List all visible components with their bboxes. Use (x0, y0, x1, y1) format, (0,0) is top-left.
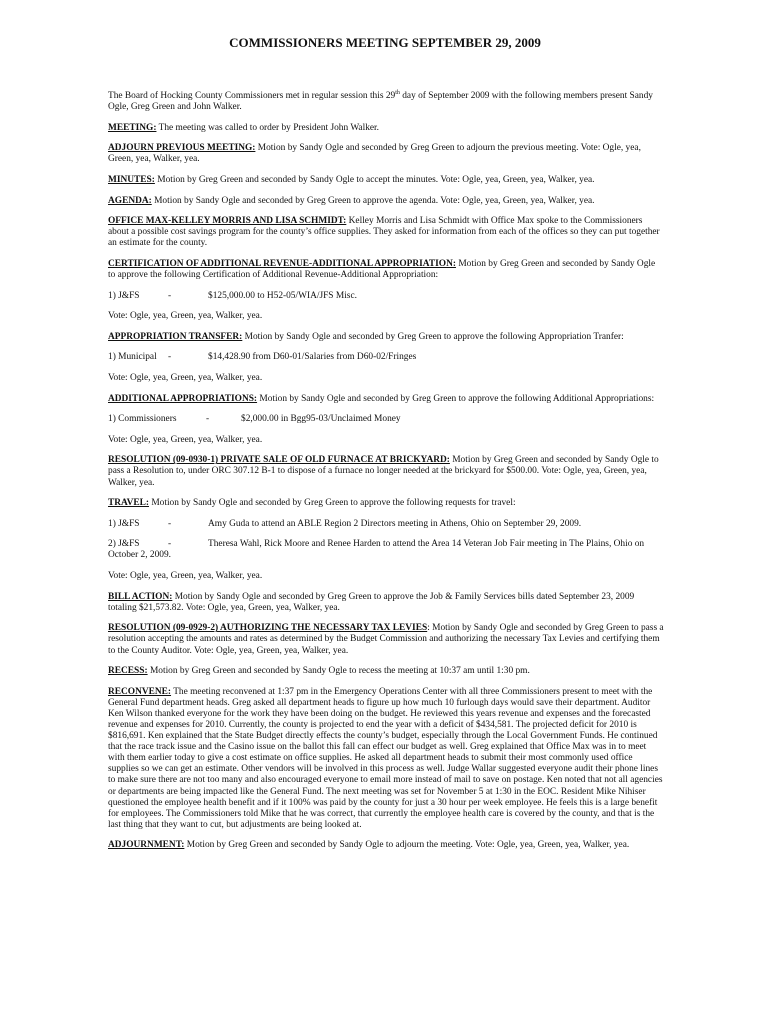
section-text: The meeting reconvened at 1:37 pm in the Emergency Operations Center with all three Commissioners present to meet with the General Fund department heads. Greg asked all department heads to figure up how much 10 furlough days would save their department. Auditor Ken Wilson thanked everyone for the work they have been doing on the budget. He reviewed this years revenue and expenses and the forecasted revenue and expenses for 2010. Currently, the county is projected to end the year with a deficit of $434,581. The projected deficit for 2010 is $816,691. Ken explained that the State Budget directly effects the county’s budget, especially through the Local Government Funds. He continued that the race track issue and the Casino issue on the ballot this fall can effect our budget as well. Greg explained that Office Max was in to meet with them earlier today to give a cost estimate on office supplies. He asked all department heads to submit their most commonly used office supplies so we can get an estimate. Other vendors will be involved in this process as well. Judge Wallar suggested everyone audit their phone lines to make sure there are not too many and also encouraged everyone to email more instead of mail to save on postage. Ken noted that not all agencies or departments are being impacted like the General Fund. The next meeting was set for November 5 at 1:30 in the EOC. Resident Mike Nihiser questioned the employee health benefit and if it 100% was paid by the county for just a 30 hour per week employee. He feels this is a large benefit for employees. The Commissioners told Mike that he was correct, that currently the employee health care is covered by the county, and that is the last thing that they want to cut, but adjustments are being looked at. (108, 686, 663, 830)
section-text: Motion by Sandy Ogle and seconded by Greg Green to approve the agenda. Vote: Ogle, yea, Green, yea, Walker, yea. (151, 195, 595, 206)
section-text: Motion by Greg Green and seconded by Sandy Ogle to accept the minutes. Vote: Ogle, yea, Green, yea, Walker, yea. (154, 174, 595, 185)
section-heading: TRAVEL: (108, 498, 149, 509)
section-text: : Motion by Sandy Ogle and seconded by Greg Green to pass a resolution accepting the amounts and rates as determined by the Budget Commission and authorizing the necessary Tax Levies and certifying them to the County Auditor. Vote: Ogle, yea, Green, yea, Walker, yea. (108, 623, 664, 656)
section-text: The meeting was called to order by President John Walker. (156, 122, 379, 133)
section-text: Motion by Greg Green and seconded by Sandy Ogle to pass a Resolution to, under ORC 307.12 B-1 to dispose of a furnace no longer needed at the brickyard for $500.00. Vote: Ogle, yea, Green, yea, Walker, yea. (108, 455, 659, 488)
section-heading: ADDITIONAL APPROPRIATIONS: (108, 393, 258, 404)
minutes-body (108, 91, 664, 861)
section-resolution-tax-levies (108, 623, 664, 656)
section-certification (108, 259, 664, 281)
section-text: Motion by Sandy Ogle and seconded by Greg Green to approve the following Additional Appropriations: (257, 393, 655, 404)
section-resolution-furnace (108, 455, 664, 488)
travel-item-2: 2) J&FS - Theresa Wahl, Rick Moore and Renee Harden to attend the Area 14 Veteran Job Fair meeting in The Plains, Ohio on October 2, 2009. (108, 539, 645, 561)
intro-paragraph: The Board of Hocking County Commissioners met in regular session this 29th day of September 2009 with the following members present Sandy Ogle, Greg Green and John Walker. (108, 89, 653, 113)
section-heading: AGENDA: (108, 195, 152, 206)
section-heading: MEETING: (108, 122, 157, 133)
section-heading: RESOLUTION (09-0929-2) AUTHORIZING THE NECESSARY TAX LEVIES (108, 623, 428, 634)
travel-item-1: 1) J&FS - Amy Guda to attend an ABLE Region 2 Directors meeting in Athens, Ohio on September 29, 2009. (108, 518, 582, 529)
transfer-vote: Vote: Ogle, yea, Green, yea, Walker, yea. (108, 373, 263, 383)
section-heading: OFFICE MAX-KELLEY MORRIS AND LISA SCHMIDT: (108, 216, 347, 227)
section-minutes (108, 175, 664, 186)
section-bill-action (108, 592, 664, 614)
section-text: Motion by Sandy Ogle and seconded by Greg Green to approve the following requests for travel: (148, 498, 516, 509)
certification-vote: Vote: Ogle, yea, Green, yea, Walker, yea. (108, 311, 263, 322)
section-heading: BILL ACTION: (108, 591, 173, 602)
section-heading: RESOLUTION (09-0930-1) PRIVATE SALE OF OLD FURNACE AT BRICKYARD: (108, 455, 450, 466)
section-travel (108, 498, 664, 509)
section-text: Motion by Greg Green and seconded by Sandy Ogle to adjourn the meeting. Vote: Ogle, yea, Green, yea, Walker, yea. (184, 840, 630, 851)
travel-vote: Vote: Ogle, yea, Green, yea, Walker, yea. (108, 571, 263, 582)
section-heading: RECONVENE: (108, 686, 172, 697)
section-agenda (108, 196, 664, 207)
section-text: Kelley Morris and Lisa Schmidt with Office Max spoke to the Commissioners about a possible cost savings program for the county’s office supplies. They asked for information from each of the offices so they can put together an estimate for the county. (108, 216, 660, 249)
section-heading: ADJOURN PREVIOUS MEETING: (108, 143, 256, 154)
section-text: Motion by Sandy Ogle and seconded by Greg Green to approve the following Appropriation Tranfer: (242, 331, 624, 342)
section-adjourn-previous (108, 143, 664, 165)
section-adjournment (108, 840, 664, 851)
section-reconvene (108, 687, 664, 831)
section-office-max (108, 216, 664, 249)
section-heading: ADJOURNMENT: (108, 840, 185, 851)
section-text: Motion by Greg Green and seconded by Sandy Ogle to recess the meeting at 10:37 am until 1:30 pm. (147, 666, 530, 677)
section-heading: CERTIFICATION OF ADDITIONAL REVENUE-ADDITIONAL APPROPRIATION: (108, 258, 456, 269)
section-recess (108, 666, 664, 677)
transfer-item: 1) Municipal - $14,428.90 from D60-01/Salaries from D60-02/Fringes (108, 352, 417, 363)
page-title: COMMISSIONERS MEETING SEPTEMBER 29, 2009 (229, 35, 541, 50)
section-text: Motion by Greg Green and seconded by Sandy Ogle to approve the following Certification of Additional Revenue-Additional Appropriation: (108, 258, 656, 281)
section-heading: MINUTES: (108, 174, 155, 185)
section-appropriation-transfer (108, 332, 664, 343)
section-heading: APPROPRIATION TRANSFER: (108, 331, 243, 342)
section-text: Motion by Sandy Ogle and seconded by Greg Green to approve the Job & Family Services bills dated September 23, 2009 totaling $21,573.82. Vote: Ogle, yea, Green, yea, Walker, yea. (108, 591, 635, 613)
additional-vote: Vote: Ogle, yea, Green, yea, Walker, yea. (108, 434, 263, 445)
additional-item: 1) Commissioners - $2,000.00 in Bgg95-03/Unclaimed Money (108, 414, 401, 425)
ordinal-suffix: th (395, 89, 400, 96)
section-meeting (108, 123, 664, 134)
section-text: Motion by Sandy Ogle and seconded by Greg Green to adjourn the previous meeting. Vote: Ogle, yea, Green, yea, Walker, yea. (108, 143, 641, 165)
certification-item: 1) J&FS - $125,000.00 to H52-05/WIA/JFS Misc. (108, 290, 357, 301)
section-heading: RECESS: (108, 666, 148, 677)
section-additional-appropriations (108, 394, 664, 405)
